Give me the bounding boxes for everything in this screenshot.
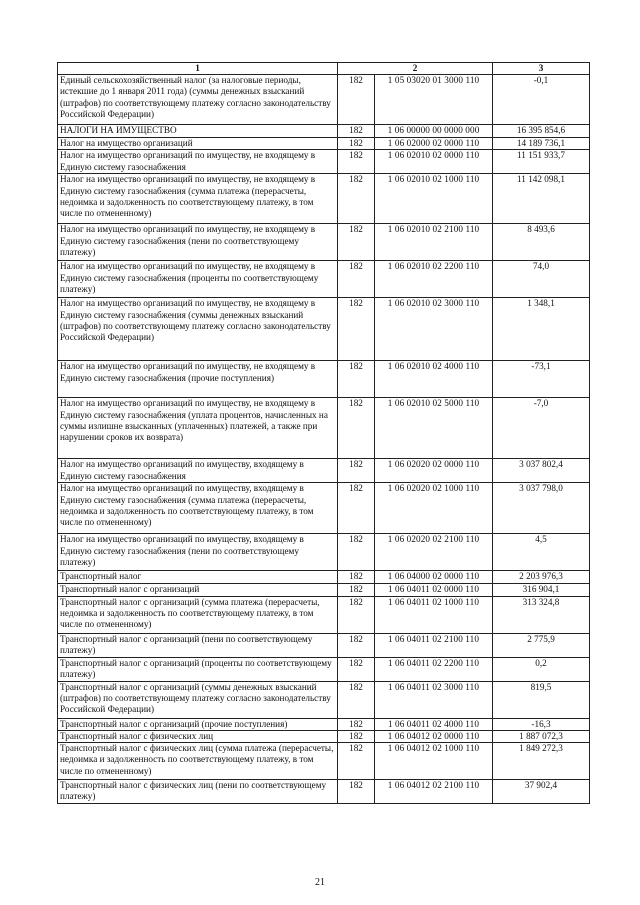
- row-admin-code-cell: 182: [338, 571, 375, 584]
- row-admin-code-cell: 182: [338, 224, 375, 261]
- row-amount-cell: 819,5: [493, 681, 590, 718]
- table-row: [58, 718, 590, 730]
- row-admin-code-cell: 182: [338, 174, 375, 224]
- row-budget-code-cell: 1 06 04011 02 4000 110: [375, 718, 493, 730]
- row-name-cell: Налог на имущество организаций по имуществу, не входящему в Единую систему газоснабжения (проценты по соответствующему платежу): [58, 261, 338, 298]
- header-col-3: 3: [493, 63, 590, 75]
- table-row: [58, 743, 590, 780]
- row-amount-cell: -0,1: [493, 75, 590, 125]
- row-name-cell: Налог на имущество организаций по имуществу, входящему в Единую систему газоснабжения (сумма платежа (перерасчеты, недоимка и задолженность по соответствующему платежу, в том числе по отмененному): [58, 483, 338, 534]
- row-budget-code-cell: 1 06 04011 02 2200 110: [375, 657, 493, 681]
- row-amount-cell: 37 902,4: [493, 780, 590, 804]
- table-row: [58, 780, 590, 804]
- row-budget-code-cell: 1 06 02010 02 2100 110: [375, 224, 493, 261]
- row-amount-cell: 14 189 736,1: [493, 138, 590, 150]
- row-name-cell: Транспортный налог с физических лиц (пени по соответствующему платежу): [58, 780, 338, 804]
- row-budget-code-cell: 1 06 04011 02 3000 110: [375, 681, 493, 718]
- table-row: [58, 483, 590, 534]
- row-admin-code-cell: 182: [338, 125, 375, 138]
- row-amount-cell: 74,0: [493, 261, 590, 298]
- row-name-cell: Налог на имущество организаций: [58, 138, 338, 150]
- row-budget-code-cell: 1 06 04011 02 0000 110: [375, 584, 493, 596]
- row-admin-code-cell: 182: [338, 633, 375, 657]
- row-amount-cell: 0,2: [493, 657, 590, 681]
- row-admin-code-cell: 182: [338, 298, 375, 361]
- row-admin-code-cell: 182: [338, 150, 375, 174]
- row-amount-cell: 3 037 798,0: [493, 483, 590, 534]
- row-amount-cell: 316 904,1: [493, 584, 590, 596]
- table-row: [58, 657, 590, 681]
- row-name-cell: Налог на имущество организаций по имуществу, не входящему в Единую систему газоснабжения (уплата процентов, начисленных на суммы излишне взысканных (уплаченных) платежей, а также при нарушении сроков их возврата): [58, 398, 338, 459]
- table-row: [58, 596, 590, 633]
- row-admin-code-cell: 182: [338, 398, 375, 459]
- row-budget-code-cell: 1 05 03020 01 3000 110: [375, 75, 493, 125]
- table-row: [58, 571, 590, 584]
- table-header-row: [58, 63, 590, 75]
- row-amount-cell: 11 151 933,7: [493, 150, 590, 174]
- row-budget-code-cell: 1 06 02010 02 2200 110: [375, 261, 493, 298]
- row-budget-code-cell: 1 06 02020 02 2100 110: [375, 534, 493, 571]
- row-budget-code-cell: 1 06 02010 02 4000 110: [375, 361, 493, 398]
- row-name-cell: Транспортный налог: [58, 571, 338, 584]
- table-row: [58, 633, 590, 657]
- row-name-cell: Транспортный налог с физических лиц: [58, 730, 338, 742]
- row-name-cell: Налог на имущество организаций по имуществу, не входящему в Единую систему газоснабжения (прочие поступления): [58, 361, 338, 398]
- row-amount-cell: 4,5: [493, 534, 590, 571]
- row-name-cell: Налог на имущество организаций по имуществу, не входящему в Единую систему газоснабжения (суммы денежных взысканий (штрафов) по соответствующему платежу согласно законодательству Российской Федерации): [58, 298, 338, 361]
- row-budget-code-cell: 1 06 02020 02 1000 110: [375, 483, 493, 534]
- row-amount-cell: 313 324,8: [493, 596, 590, 633]
- table-row: [58, 224, 590, 261]
- row-name-cell: Транспортный налог с физических лиц (сумма платежа (перерасчеты, недоимка и задолженность по соответствующему платежу, в том числе по отмененному): [58, 743, 338, 780]
- page-number: 21: [315, 877, 325, 888]
- row-admin-code-cell: 182: [338, 75, 375, 125]
- row-budget-code-cell: 1 06 02010 02 5000 110: [375, 398, 493, 459]
- row-amount-cell: 8 493,6: [493, 224, 590, 261]
- row-budget-code-cell: 1 06 02010 02 1000 110: [375, 174, 493, 224]
- row-name-cell: Налог на имущество организаций по имуществу, не входящему в Единую систему газоснабжения: [58, 150, 338, 174]
- table-row: [58, 534, 590, 571]
- row-amount-cell: 16 395 854,6: [493, 125, 590, 138]
- row-amount-cell: -7,0: [493, 398, 590, 459]
- row-budget-code-cell: 1 06 00000 00 0000 000: [375, 125, 493, 138]
- table-row: [58, 459, 590, 483]
- row-name-cell: Налог на имущество организаций по имуществу, не входящему в Единую систему газоснабжения (пени по соответствующему платежу): [58, 224, 338, 261]
- row-budget-code-cell: 1 06 02020 02 0000 110: [375, 459, 493, 483]
- row-amount-cell: 2 775,9: [493, 633, 590, 657]
- row-budget-code-cell: 1 06 04012 02 0000 110: [375, 730, 493, 742]
- row-admin-code-cell: 182: [338, 718, 375, 730]
- row-budget-code-cell: 1 06 04011 02 1000 110: [375, 596, 493, 633]
- row-admin-code-cell: 182: [338, 534, 375, 571]
- row-admin-code-cell: 182: [338, 657, 375, 681]
- row-budget-code-cell: 1 06 02010 02 3000 110: [375, 298, 493, 361]
- row-name-cell: Налог на имущество организаций по имуществу, входящему в Единую систему газоснабжения: [58, 459, 338, 483]
- row-amount-cell: 1 849 272,3: [493, 743, 590, 780]
- row-amount-cell: 2 203 976,3: [493, 571, 590, 584]
- row-name-cell: Транспортный налог с организаций (пени по соответствующему платежу): [58, 633, 338, 657]
- row-admin-code-cell: 182: [338, 361, 375, 398]
- row-budget-code-cell: 1 06 04000 02 0000 110: [375, 571, 493, 584]
- row-name-cell: Транспортный налог с организаций (прочие поступления): [58, 718, 338, 730]
- row-admin-code-cell: 182: [338, 780, 375, 804]
- row-amount-cell: 1 887 072,3: [493, 730, 590, 742]
- row-amount-cell: 11 142 098,1: [493, 174, 590, 224]
- row-amount-cell: 3 037 802,4: [493, 459, 590, 483]
- table-row: [58, 125, 590, 138]
- row-admin-code-cell: 182: [338, 730, 375, 742]
- row-admin-code-cell: 182: [338, 459, 375, 483]
- row-admin-code-cell: 182: [338, 743, 375, 780]
- table-body: [58, 75, 590, 804]
- row-budget-code-cell: 1 06 04011 02 2100 110: [375, 633, 493, 657]
- header-col-2: 2: [338, 63, 493, 75]
- row-name-cell: Транспортный налог с организаций (суммы денежных взысканий (штрафов) по соответствующему платежу согласно законодательству Российской Федерации): [58, 681, 338, 718]
- row-admin-code-cell: 182: [338, 596, 375, 633]
- row-name-cell: Транспортный налог с организаций (сумма платежа (перерасчеты, недоимка и задолженность по соответствующему платежу, в том числе по отмененному): [58, 596, 338, 633]
- row-admin-code-cell: 182: [338, 261, 375, 298]
- row-budget-code-cell: 1 06 02010 02 0000 110: [375, 150, 493, 174]
- table-row: [58, 681, 590, 718]
- row-name-cell: Транспортный налог с организаций: [58, 584, 338, 596]
- table-row: [58, 150, 590, 174]
- row-budget-code-cell: 1 06 02000 02 0000 110: [375, 138, 493, 150]
- table-row: [58, 138, 590, 150]
- row-name-cell: Налог на имущество организаций по имуществу, входящему в Единую систему газоснабжения (пени по соответствующему платежу): [58, 534, 338, 571]
- table-row: [58, 361, 590, 398]
- table-row: [58, 584, 590, 596]
- row-admin-code-cell: 182: [338, 483, 375, 534]
- table-row: [58, 174, 590, 224]
- row-amount-cell: 1 348,1: [493, 298, 590, 361]
- row-name-cell: Транспортный налог с организаций (проценты по соответствующему платежу): [58, 657, 338, 681]
- row-name-cell: Единый сельскохозяйственный налог (за налоговые периоды, истекшие до 1 января 2011 года) (суммы денежных взысканий (штрафов) по соответствующему платежу согласно законодательству Российской Федерации): [58, 75, 338, 125]
- row-name-cell: Налог на имущество организаций по имуществу, не входящему в Единую систему газоснабжения (сумма платежа (перерасчеты, недоимка и задолженность по соответствующему платежу, в том числе по отмененному): [58, 174, 338, 224]
- row-admin-code-cell: 182: [338, 681, 375, 718]
- row-amount-cell: -73,1: [493, 361, 590, 398]
- row-admin-code-cell: 182: [338, 584, 375, 596]
- budget-revenue-table: [57, 62, 590, 804]
- table-row: [58, 730, 590, 742]
- row-amount-cell: -16,3: [493, 718, 590, 730]
- row-admin-code-cell: 182: [338, 138, 375, 150]
- row-budget-code-cell: 1 06 04012 02 2100 110: [375, 780, 493, 804]
- header-col-1: 1: [58, 63, 338, 75]
- table-row: [58, 398, 590, 459]
- row-budget-code-cell: 1 06 04012 02 1000 110: [375, 743, 493, 780]
- table-row: [58, 261, 590, 298]
- table-row: [58, 298, 590, 361]
- table-row: [58, 75, 590, 125]
- row-name-cell: НАЛОГИ НА ИМУЩЕСТВО: [58, 125, 338, 138]
